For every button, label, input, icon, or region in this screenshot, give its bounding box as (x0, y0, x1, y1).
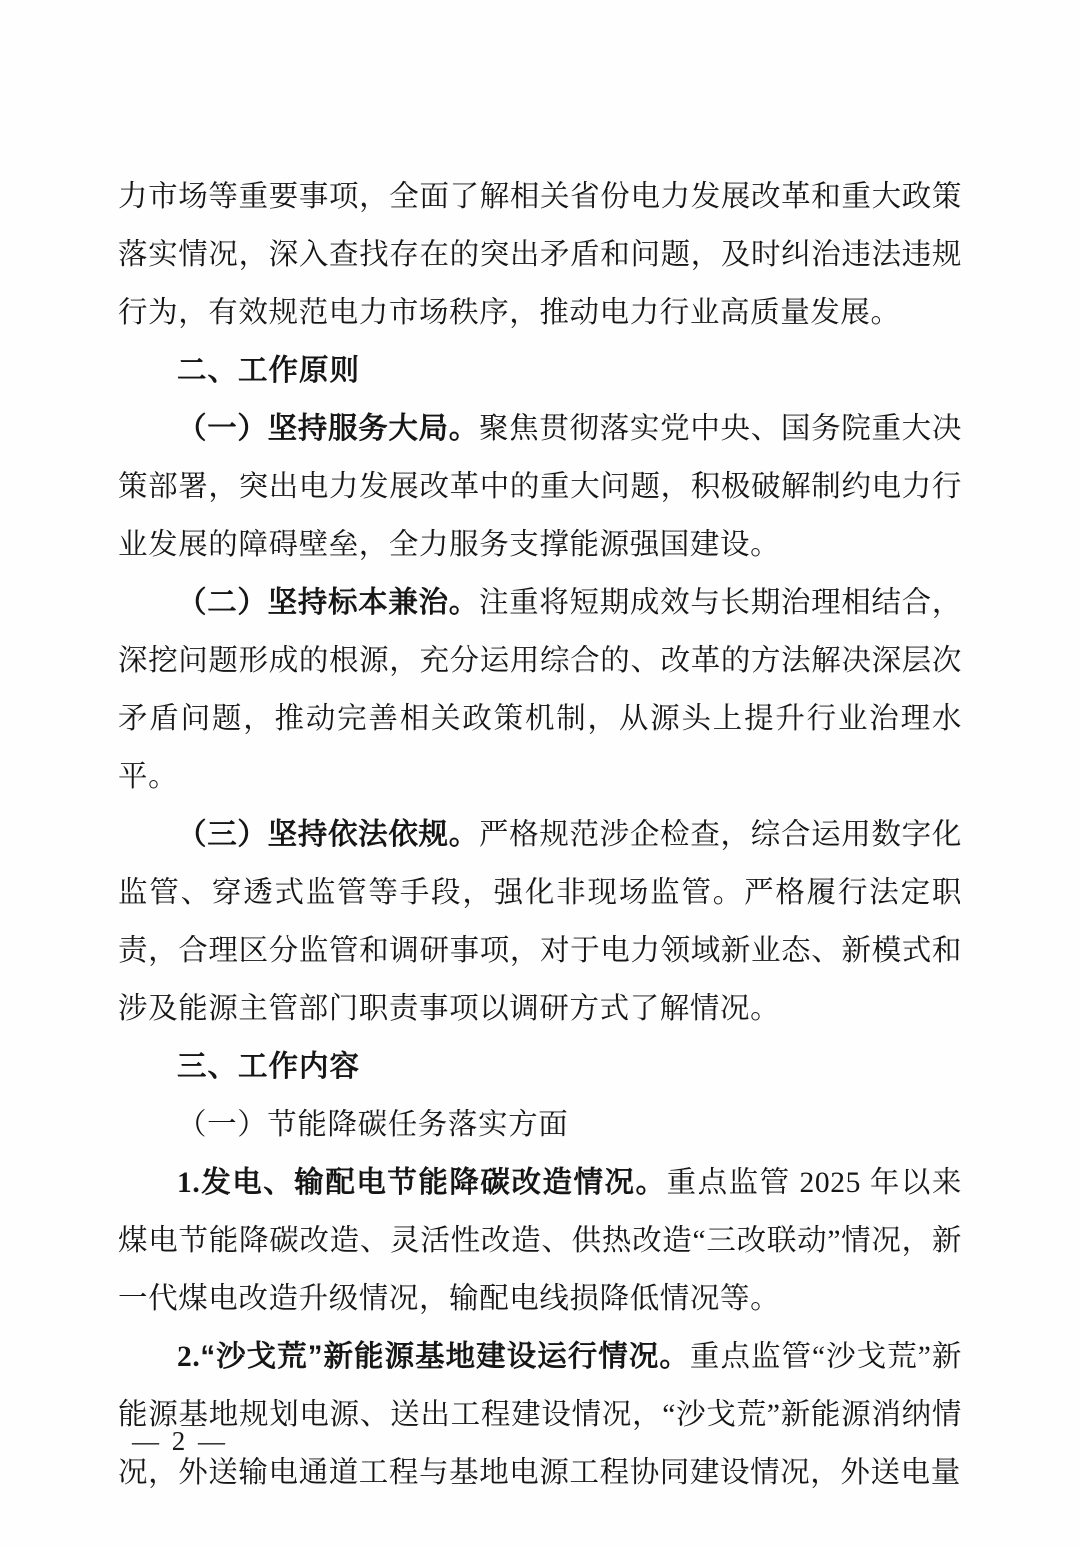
paragraph-principle-3 (118, 806, 962, 1038)
item-1-text: 重点监管 2025 年以来煤电节能降碳改造、灵活性改造、供热改造“三改联动”情况，新一代煤电改造升级情况，输配电线损降低情况等。 (118, 1167, 962, 1315)
heading-work-principles: 二、工作原则 (177, 354, 361, 387)
subheading-energy-saving: （一）节能降碳任务落实方面 (177, 1109, 569, 1141)
numbered-item-1 (118, 1154, 962, 1328)
item-1-lead: 发电、输配电节能降碳改造情况。 (200, 1166, 667, 1199)
page-footer (0, 1426, 1080, 1457)
principle-1-lead: （一）坚持服务大局。 (177, 412, 479, 445)
principle-1-text: 聚焦贯彻落实党中央、国务院重大决策部署，突出电力发展改革中的重大问题，积极破解制约电力行业发展的障碍壁垒，全力服务支撑能源强国建设。 (118, 413, 962, 561)
paragraph-principle-1 (118, 400, 962, 574)
principle-2-lead: （二）坚持标本兼治。 (177, 586, 479, 619)
item-1-number: 1. (177, 1167, 201, 1199)
item-2-text: 重点监管“沙戈荒”新能源基地规划电源、送出工程建设情况，“沙戈荒”新能源消纳情况，外送输电通道工程与基地电源工程协同建设情况，外送电量 (118, 1341, 962, 1489)
principle-3-text: 严格规范涉企检查，综合运用数字化监管、穿透式监管等手段，强化非现场监管。严格履行法定职责，合理区分监管和调研事项，对于电力领域新业态、新模式和涉及能源主管部门职责事项以调研方式了解情况。 (118, 819, 962, 1025)
item-2-lead: “沙戈荒”新能源基地建设运行情况。 (200, 1340, 690, 1373)
page-number: — 2 — (132, 1426, 228, 1456)
principle-3-lead: （三）坚持依法依规。 (177, 818, 479, 851)
heading-work-content: 三、工作内容 (177, 1050, 361, 1083)
numbered-item-2 (118, 1328, 962, 1502)
paragraph-principle-2 (118, 574, 962, 806)
document-body (118, 168, 962, 1502)
item-2-number: 2. (177, 1341, 201, 1373)
principle-2-text: 注重将短期成效与长期治理相结合，深挖问题形成的根源，充分运用综合的、改革的方法解决深层次矛盾问题，推动完善相关政策机制，从源头上提升行业治理水平。 (118, 587, 962, 793)
paragraph-continued: 力市场等重要事项，全面了解相关省份电力发展改革和重大政策落实情况，深入查找存在的突出矛盾和问题，及时纠治违法违规行为，有效规范电力市场秩序，推动电力行业高质量发展。 (118, 181, 962, 329)
